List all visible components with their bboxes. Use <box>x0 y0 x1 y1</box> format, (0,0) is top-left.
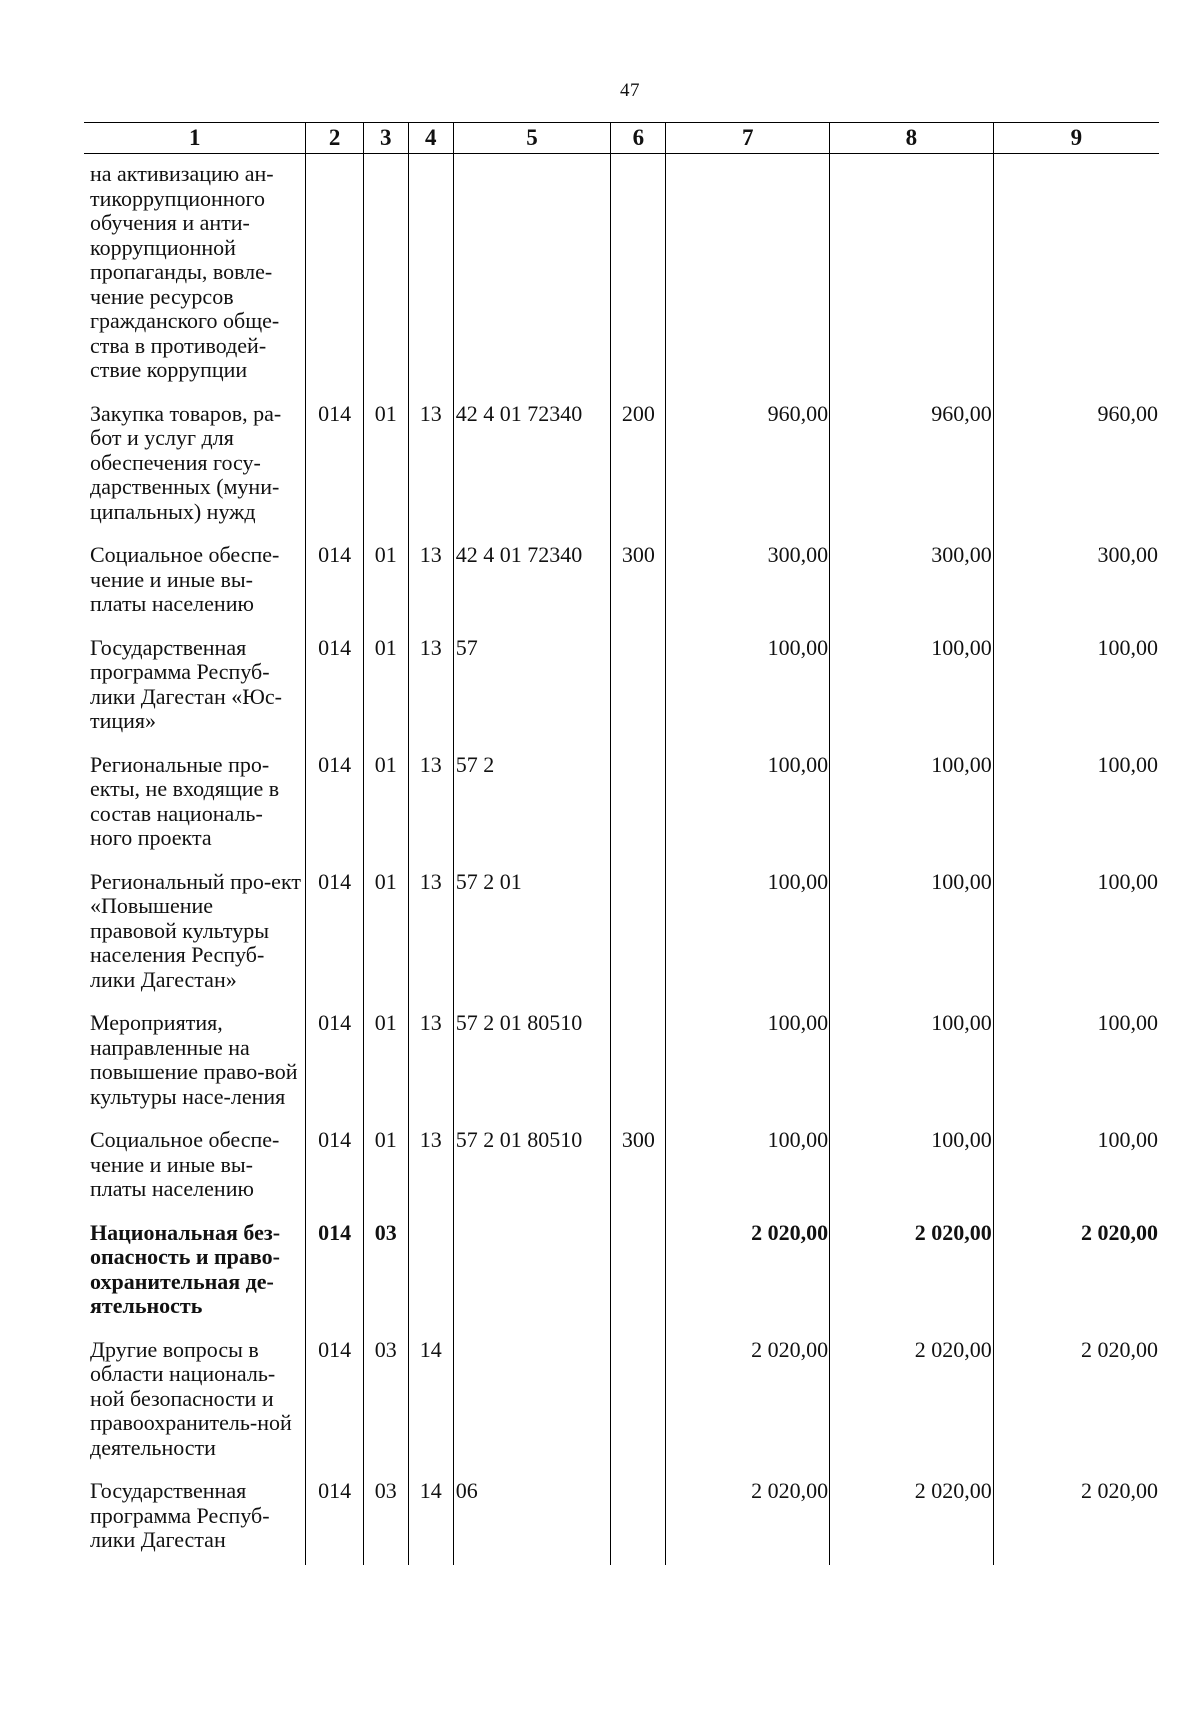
row-name-cell: Региональный про-ект «Повышение правовой культуры населения Респуб-лики Дагестан» <box>90 868 301 992</box>
subsection-code-cell: 13 <box>408 395 453 537</box>
amount-col9-cell: 100,00 <box>993 629 1159 746</box>
target-article-cell <box>453 1214 611 1331</box>
amount-col8-cell: 100,00 <box>830 1004 994 1121</box>
section-code-cell: 03 <box>363 1214 408 1331</box>
table-row <box>84 629 1159 746</box>
section-code-cell <box>363 154 408 395</box>
section-code-cell: 03 <box>363 1472 408 1565</box>
amount-col9-cell: 960,00 <box>993 395 1159 537</box>
amount-col9-cell: 2 020,00 <box>993 1331 1159 1473</box>
column-header-6: 6 <box>611 123 666 154</box>
row-name-cell: Социальное обеспе-чение и иные вы-платы населению <box>90 1127 280 1201</box>
amount-col7-cell <box>666 154 830 395</box>
amount-col9-cell: 100,00 <box>993 746 1159 863</box>
ministry-code-cell: 014 <box>306 1004 363 1121</box>
amount-col8-cell: 960,00 <box>830 395 994 537</box>
target-article-cell <box>453 1331 611 1473</box>
table-header <box>84 123 1159 154</box>
ministry-code-cell: 014 <box>306 1331 363 1473</box>
column-header-3: 3 <box>363 123 408 154</box>
target-article-cell: 42 4 01 72340 <box>453 395 611 537</box>
expense-type-cell <box>611 629 666 746</box>
amount-col7-cell: 960,00 <box>666 395 830 537</box>
ministry-code-cell: 014 <box>306 863 363 1005</box>
table-row <box>84 1472 1159 1565</box>
amount-col9-cell: 100,00 <box>993 863 1159 1005</box>
expense-type-cell: 300 <box>611 536 666 629</box>
column-header-4: 4 <box>408 123 453 154</box>
amount-col8-cell: 100,00 <box>830 1121 994 1214</box>
expense-type-cell: 200 <box>611 395 666 537</box>
amount-col7-cell: 300,00 <box>666 536 830 629</box>
table-row <box>84 1121 1159 1214</box>
amount-col7-cell: 100,00 <box>666 1121 830 1214</box>
table-row <box>84 154 1159 395</box>
amount-col8-cell <box>830 154 994 395</box>
subsection-code-cell: 13 <box>408 536 453 629</box>
expense-type-cell <box>611 1214 666 1331</box>
ministry-code-cell: 014 <box>306 1121 363 1214</box>
table-row <box>84 746 1159 863</box>
amount-col9-cell <box>993 154 1159 395</box>
column-header-9: 9 <box>993 123 1159 154</box>
section-code-cell: 01 <box>363 395 408 537</box>
table-row <box>84 395 1159 537</box>
expense-type-cell <box>611 1004 666 1121</box>
column-header-8: 8 <box>830 123 994 154</box>
amount-col8-cell: 2 020,00 <box>830 1472 994 1565</box>
amount-col8-cell: 2 020,00 <box>830 1214 994 1331</box>
table-row <box>84 1004 1159 1121</box>
subsection-code-cell: 13 <box>408 1004 453 1121</box>
target-article-cell: 57 2 01 <box>453 863 611 1005</box>
row-name-cell: Государственная программа Респуб-лики Дагестан «Юс-тиция» <box>90 634 282 733</box>
subsection-code-cell <box>408 1214 453 1331</box>
table-row <box>84 536 1159 629</box>
row-name-cell: Государственная программа Респуб-лики Дагестан <box>90 1478 270 1552</box>
subsection-code-cell: 13 <box>408 1121 453 1214</box>
section-code-cell: 01 <box>363 1121 408 1214</box>
ministry-code-cell <box>306 154 363 395</box>
amount-col7-cell: 2 020,00 <box>666 1214 830 1331</box>
amount-col9-cell: 100,00 <box>993 1004 1159 1121</box>
amount-col7-cell: 100,00 <box>666 863 830 1005</box>
row-name-cell: Региональные про-екты, не входящие в состав националь-ного проекта <box>90 751 280 850</box>
section-code-cell: 01 <box>363 863 408 1005</box>
table-row <box>84 1214 1159 1331</box>
column-header-1: 1 <box>84 123 306 154</box>
amount-col7-cell: 100,00 <box>666 1004 830 1121</box>
amount-col8-cell: 100,00 <box>830 746 994 863</box>
column-header-5: 5 <box>453 123 611 154</box>
subsection-code-cell: 14 <box>408 1331 453 1473</box>
expense-type-cell <box>611 746 666 863</box>
page-number: 47 <box>620 80 640 101</box>
expense-type-cell <box>611 863 666 1005</box>
ministry-code-cell: 014 <box>306 1214 363 1331</box>
amount-col8-cell: 300,00 <box>830 536 994 629</box>
target-article-cell <box>453 154 611 395</box>
amount-col8-cell: 2 020,00 <box>830 1331 994 1473</box>
subsection-code-cell: 13 <box>408 629 453 746</box>
target-article-cell: 57 2 01 80510 <box>453 1121 611 1214</box>
row-name-cell: Мероприятия, направленные на повышение право-вой культуры насе-ления <box>90 1010 298 1109</box>
section-code-cell: 03 <box>363 1331 408 1473</box>
ministry-code-cell: 014 <box>306 746 363 863</box>
amount-col8-cell: 100,00 <box>830 629 994 746</box>
section-code-cell: 01 <box>363 746 408 863</box>
subsection-code-cell: 14 <box>408 1472 453 1565</box>
expense-type-cell: 300 <box>611 1121 666 1214</box>
budget-table <box>84 122 1159 1565</box>
amount-col7-cell: 2 020,00 <box>666 1472 830 1565</box>
amount-col9-cell: 300,00 <box>993 536 1159 629</box>
ministry-code-cell: 014 <box>306 395 363 537</box>
column-header-7: 7 <box>666 123 830 154</box>
ministry-code-cell: 014 <box>306 629 363 746</box>
section-code-cell: 01 <box>363 629 408 746</box>
subsection-code-cell: 13 <box>408 746 453 863</box>
column-header-2: 2 <box>306 123 363 154</box>
amount-col9-cell: 2 020,00 <box>993 1214 1159 1331</box>
header-row <box>84 123 1159 154</box>
table-body <box>84 154 1159 1565</box>
target-article-cell: 57 2 01 80510 <box>453 1004 611 1121</box>
amount-col7-cell: 100,00 <box>666 746 830 863</box>
ministry-code-cell: 014 <box>306 536 363 629</box>
amount-col7-cell: 100,00 <box>666 629 830 746</box>
section-code-cell: 01 <box>363 536 408 629</box>
row-name-cell: Национальная без-опасность и право-охранительная де-ятельность <box>90 1219 281 1318</box>
expense-type-cell <box>611 1331 666 1473</box>
target-article-cell: 42 4 01 72340 <box>453 536 611 629</box>
subsection-code-cell: 13 <box>408 863 453 1005</box>
row-name-cell: Другие вопросы в области националь-ной безопасности и правоохранитель-ной деятельности <box>90 1336 292 1460</box>
amount-col9-cell: 100,00 <box>993 1121 1159 1214</box>
table-row <box>84 863 1159 1005</box>
amount-col7-cell: 2 020,00 <box>666 1331 830 1473</box>
expense-type-cell <box>611 154 666 395</box>
target-article-cell: 06 <box>453 1472 611 1565</box>
row-name-cell: на активизацию ан-тикоррупционного обучения и анти-коррупционной пропаганды, вовле-чение ресурсов гражданского обще-ства в противодей-ствие коррупции <box>90 161 280 382</box>
amount-col9-cell: 2 020,00 <box>993 1472 1159 1565</box>
section-code-cell: 01 <box>363 1004 408 1121</box>
target-article-cell: 57 2 <box>453 746 611 863</box>
row-name-cell: Социальное обеспе-чение и иные вы-платы населению <box>90 542 280 616</box>
ministry-code-cell: 014 <box>306 1472 363 1565</box>
target-article-cell: 57 <box>453 629 611 746</box>
subsection-code-cell <box>408 154 453 395</box>
amount-col8-cell: 100,00 <box>830 863 994 1005</box>
table-row <box>84 1331 1159 1473</box>
row-name-cell: Закупка товаров, ра-бот и услуг для обеспечения госу-дарственных (муни-ципальных) нужд <box>90 400 282 524</box>
expense-type-cell <box>611 1472 666 1565</box>
